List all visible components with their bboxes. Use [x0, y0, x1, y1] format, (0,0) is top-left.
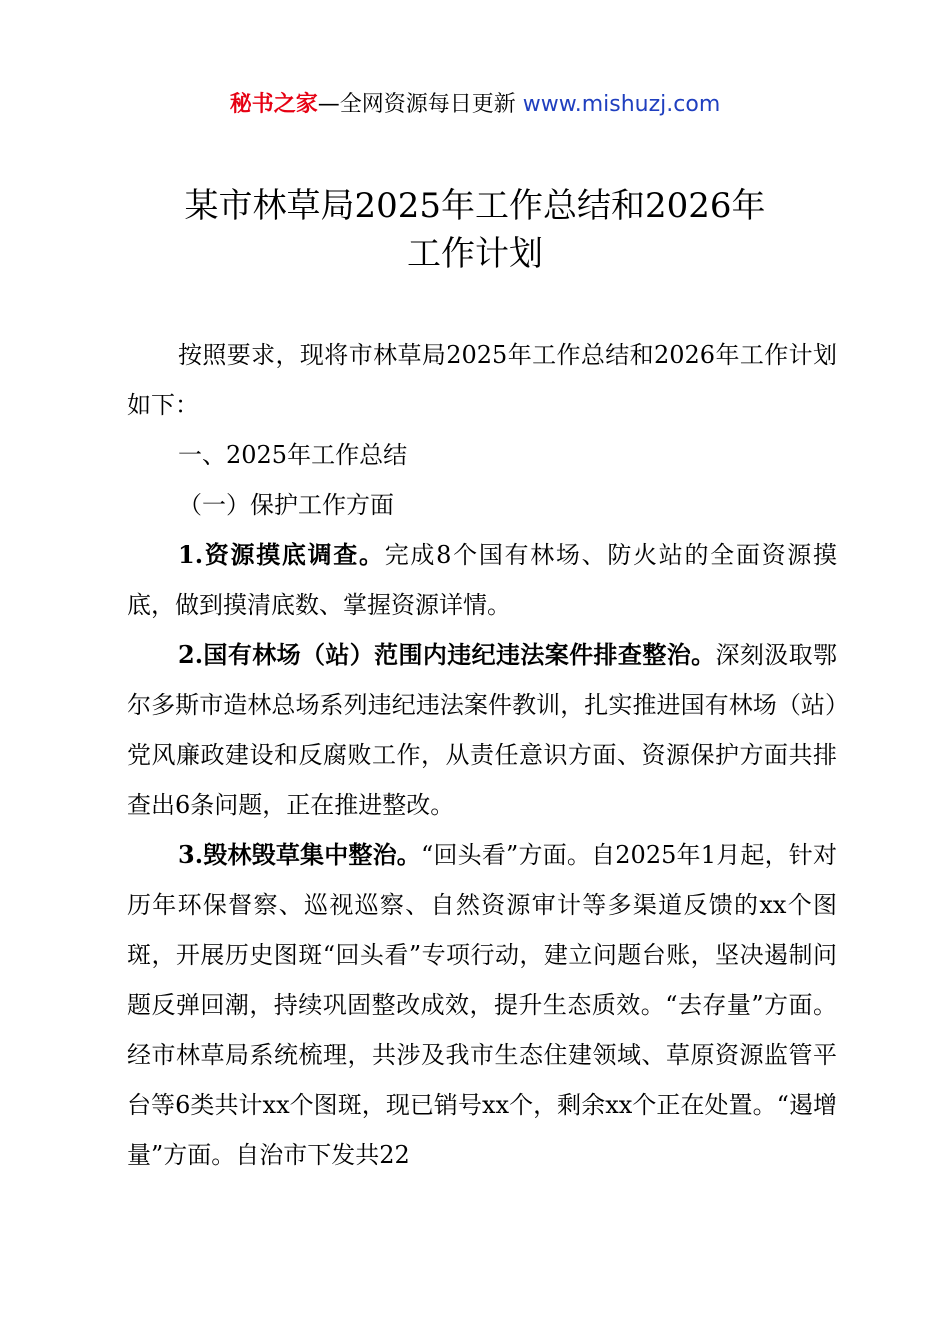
intro-paragraph: 按照要求，现将市林草局2025年工作总结和2026年工作计划如下：: [127, 341, 837, 419]
site-tagline: —全网资源每日更新: [317, 92, 523, 117]
item-1-heading: 1.资源摸底调查。: [178, 540, 385, 569]
item-2-heading: 2.国有林场（站）范围内违纪违法案件排查整治。: [178, 640, 716, 669]
subsection-heading: （一）保护工作方面: [178, 491, 394, 519]
site-brand: 秘书之家: [229, 92, 318, 117]
item-case-rectification: [127, 630, 837, 830]
item-2-text: 深刻汲取鄂尔多斯市造林总场系列违纪违法案件教训，扎实推进国有林场（站）党风廉政建设和反腐败工作，从责任意识方面、资源保护方面共排查出6条问题，正在推进整改。: [127, 641, 837, 819]
document-body: [127, 330, 837, 1180]
site-banner: [0, 88, 950, 122]
title-line-1: 某市林草局2025年工作总结和2026年: [184, 186, 766, 226]
item-3-text: “回头看”方面。自2025年1月起，针对历年环保督察、巡视巡察、自然资源审计等多渠道反馈的xx个图斑，开展历史图斑“回头看”专项行动，建立问题台账，坚决遏制问题反弹回潮，持续巩固整改成效，提升生态质效。“去存量”方面。经市林草局系统梳理，共涉及我市生态住建领域、草原资源监管平台等6类共计xx个图斑，现已销号xx个，剩余xx个正在处置。“遏增量”方面。自治市下发共22: [127, 841, 837, 1169]
document-title: [0, 182, 950, 278]
item-3-heading: 3.毁林毁草集中整治。: [178, 840, 421, 869]
site-url-link[interactable]: www.mishuzj.com: [522, 92, 721, 117]
section-heading: 一、2025年工作总结: [178, 441, 408, 469]
item-deforestation-rectification: [127, 830, 837, 1180]
item-1-text: 完成8个国有林场、防火站的全面资源摸底，做到摸清底数、掌握资源详情。: [127, 541, 837, 619]
title-line-2: 工作计划: [407, 234, 543, 274]
item-resource-survey: [127, 530, 837, 630]
